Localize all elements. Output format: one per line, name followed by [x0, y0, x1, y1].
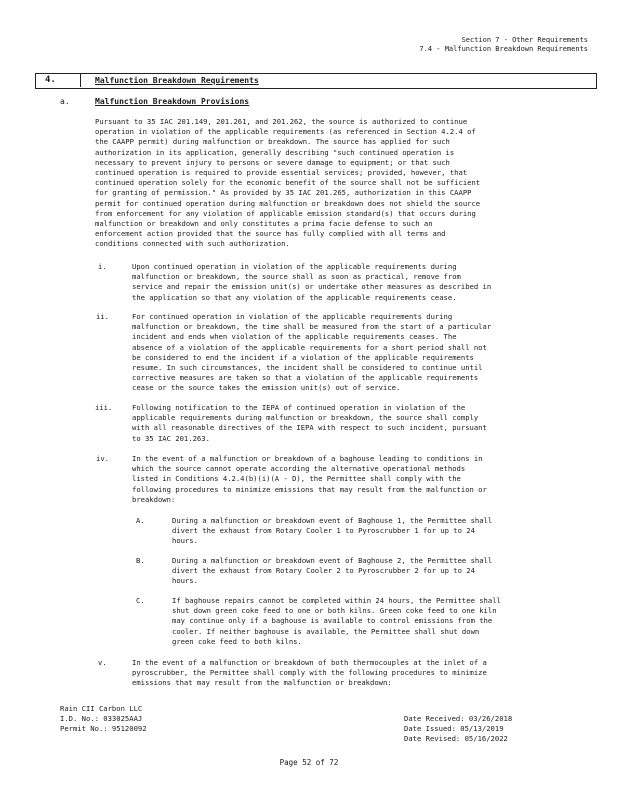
- item-text-v: In the event of a malfunction or breakdown of both thermocouples at the inlet of a pyroscrubber, the Permittee shall comply with the following procedures to minimize emissions that may result from the malfunction or breakdown:: [132, 658, 487, 688]
- section-number: 4.: [45, 75, 56, 85]
- item-text-iii: Following notification to the IEPA of continued operation in violation of the applicable requirements during malfunction or breakdown, the source shall comply with all reasonable directives of the IEPA with respect to such incident, pursuant to 35 IAC 201.263.: [132, 403, 487, 443]
- section-title: Malfunction Breakdown Requirements: [95, 76, 259, 85]
- item-label-iv: iv.: [96, 454, 109, 463]
- footer-company: Rain CII Carbon LLC: [60, 704, 143, 713]
- subitem-label-a: A.: [136, 516, 145, 525]
- intro-paragraph: Pursuant to 35 IAC 201.149, 201.261, and 201.262, the source is authorized to continue operation in violation of the applicable requirements (as referenced in Section 4.2.4 of the CAAPP permit) during malfunction or breakdown. The source has applied for such authorization in its application, generally describing "such continued operation is necessary to prevent injury to persons or severe damage to equipment; or that such continued operation is required to provide essential services; provided, however, that continued operation solely for the economic benefit of the source shall not be sufficient for granting of permission." As provided by 35 IAC 201.265, authorization in this CAAPP permit for continued operation during malfunction or breakdown does not shield the source from enforcement for any violation of applicable emission standard(s) that occurs during malfunction or breakdown and only constitutes a prima facie defense to such an enforcement action provided that the source has fully complied with all terms and conditions connected with such authorization.: [95, 117, 481, 249]
- item-text-i: Upon continued operation in violation of the applicable requirements during malfunction or breakdown, the source shall as soon as practical, remove from service and repair the emission unit(s) or undertake other measures as described in the application so that any violation of the applicable requirements cease.: [132, 262, 492, 302]
- subitem-text-a: During a malfunction or breakdown event of Baghouse 1, the Permittee shall divert the exhaust from Rotary Cooler 1 to Pyroscrubber 1 for up to 24 hours.: [172, 516, 493, 546]
- section-heading-divider: [80, 73, 81, 87]
- footer-date-received: Date Received: 03/26/2018: [404, 714, 513, 723]
- item-label-v: v.: [98, 658, 107, 667]
- item-text-ii: For continued operation in violation of the applicable requirements during malfunction or breakdown, the time shall be measured from the start of a particular incident and ends when violation of the applicable requirements ceases. The absence of a violation of the applicable requirements for a short period shall not be considered to end the incident if a violation of the applicable requirements resume. In such circumstances, the incident shall be considered to continue until corrective measures are taken so that a violation of the applicable requirements cease or the source takes the emission unit(s) out of service.: [132, 312, 492, 393]
- subitem-text-c: If baghouse repairs cannot be completed within 24 hours, the Permittee shall shut down green coke feed to one or both kilns. Green coke feed to one kiln may continue only if a baghouse is available to control emissions from the cooler. If neither baghouse is available, the Permittee shall shut down green coke feed to both kilns.: [172, 596, 501, 646]
- header-subsection: 7.4 - Malfunction Breakdown Requirements: [419, 45, 588, 53]
- subitem-text-b: During a malfunction or breakdown event of Baghouse 2, the Permittee shall divert the exhaust from Rotary Cooler 2 to Pyroscrubber 2 for up to 24 hours.: [172, 556, 493, 586]
- footer-id-number: I.D. No.: 033025AAJ: [60, 714, 143, 723]
- page-number: Page 52 of 72: [279, 758, 339, 767]
- subitem-label-b: B.: [136, 556, 145, 565]
- subsection-letter: a.: [60, 97, 70, 106]
- subitem-label-c: C.: [136, 596, 145, 605]
- footer-date-revised: Date Revised: 05/16/2022: [404, 734, 508, 743]
- subsection-title: Malfunction Breakdown Provisions: [95, 97, 250, 106]
- item-label-ii: ii.: [96, 312, 109, 321]
- item-label-iii: iii.: [95, 403, 113, 412]
- header-section: Section 7 - Other Requirements: [461, 36, 588, 44]
- footer-permit-number: Permit No.: 95120092: [60, 724, 147, 733]
- footer-date-issued: Date Issued: 05/13/2019: [404, 724, 504, 733]
- item-text-iv: In the event of a malfunction or breakdown of a baghouse leading to conditions in which the source cannot operate according the alternative operational methods listed in Conditions 4.2.4(b)(i)(A - D), the Permittee shall comply with the following procedures to minimize emissions that may result from the malfunction or breakdown:: [132, 454, 487, 504]
- item-label-i: i.: [98, 262, 107, 271]
